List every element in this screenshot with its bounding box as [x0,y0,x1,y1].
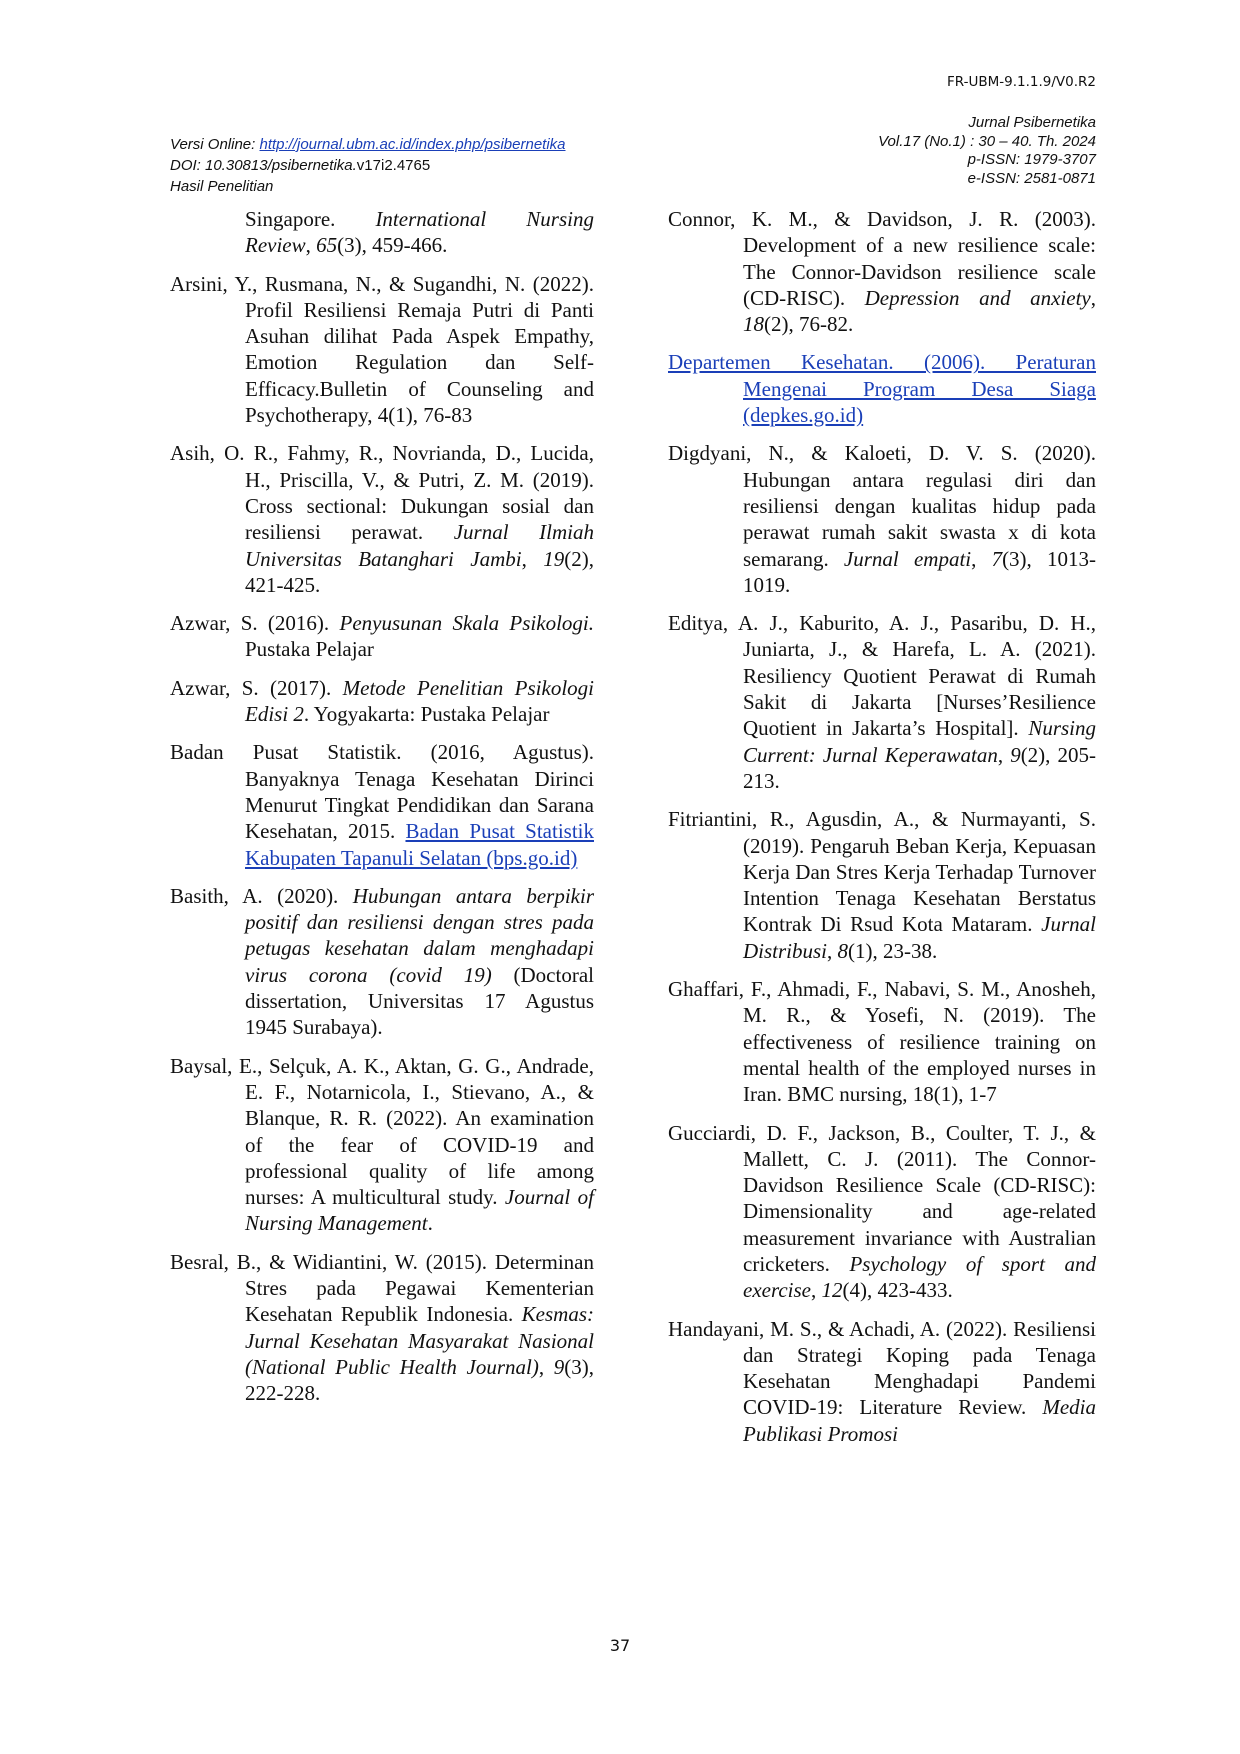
ref-text: , [305,233,317,258]
ref-text: Azwar, S. (2016). [170,611,340,636]
ref-text: (2), 205-213. [743,742,1096,793]
ref-journal: Psychology of sport and exercise [743,1251,1096,1303]
ref-text: Handayani, M. S., & Achadi, A. (2022). Resiliensi dan Strategi Koping pada Tenaga Kesehatan Menghadapi Pandemi COVID-19: Literature Review. [668,1316,1096,1420]
ref-text: Fitriantini, R., Agusdin, A., & Nurmayanti, S. (2019). Pengaruh Beban Kerja, Kepuasan Kerja Dan Stres Kerja Terhadap Turnover Intention Tenaga Kesehatan Berstatus Kontrak Di Rsud Kota Mataram. [668,807,1096,937]
ref-text: Azwar, S. (2017). [170,675,343,700]
ref-text: Singapore. [245,207,376,231]
header-left [170,134,566,197]
reference-link[interactable]: Departemen Kesehatan. (2006). Peraturan Mengenai Program Desa Siaga (depkes.go.id) [668,350,1096,428]
page-number: 37 [609,1636,631,1655]
reference-entry [668,440,1096,598]
ref-text: , [997,742,1011,767]
ref-journal: Nursing Current: Jurnal Keperawatan [743,716,1096,767]
reference-column-left [170,206,594,1418]
ref-text: (2), 76-82. [764,312,854,337]
ref-text: (1), 23-38. [848,938,938,963]
ref-text: (Doctoral dissertation, Universitas 17 Agustus 1945 Surabaya). [245,962,594,1040]
journal-url-link[interactable]: http://journal.ubm.ac.id/index.php/psibernetika [259,136,566,153]
reference-entry [668,610,1096,794]
ref-text: . [427,1211,433,1236]
ref-text: Editya, A. J., Kaburito, A. J., Pasaribu, D. H., Juniarta, J., & Harefa, L. A. (2021). Resiliency Quotient Perawat di Rumah Sakit di Jakarta [Nurses’Resilience Quotient in Jakarta’s Hospital]. [668,611,1096,741]
ref-text: (4), 423-433. [842,1278,953,1303]
ref-text: Basith, A. (2020). [170,883,353,908]
reference-entry [170,883,594,1041]
reference-link[interactable]: Badan Pusat Statistik Kabupaten Tapanuli Selatan (bps.go.id) [245,819,594,870]
ref-text: Pustaka Pelajar [245,637,374,662]
versi-online-line [170,134,566,155]
ref-journal: Jurnal Distribusi [743,912,1096,963]
journal-name: Jurnal Psibernetika [968,114,1096,131]
ref-journal: International Nursing Review [245,207,594,258]
ref-journal: Journal of Nursing Management [245,1185,594,1236]
ref-volume: 8 [837,938,849,963]
ref-volume: 65 [316,233,338,258]
ref-text: (3), 1013-1019. [743,546,1096,597]
ref-text: , [538,1354,554,1379]
reference-column-right [668,206,1096,1459]
ref-volume: 19 [543,546,565,571]
reference-entry [170,1053,594,1237]
ref-text: Connor, K. M., & Davidson, J. R. (2003). Development of a new resilience scale: The Connor-Davidson resilience scale (CD-RISC). [668,207,1096,310]
reference-entry [170,610,594,663]
reference-entry: Ghaffari, F., Ahmadi, F., Nabavi, S. M., Anosheh, M. R., & Yosefi, N. (2019). The effectiveness of resilience training on mental health of the employed nurses in Iran. BMC nursing, 18(1), 1-7 [668,977,1096,1107]
reference-continuation [245,206,594,259]
reference-entry [668,1120,1096,1304]
ref-text: , [521,546,544,571]
reference-entry [668,349,1096,428]
reference-entry [668,1316,1096,1447]
form-code: FR-UBM-9.1.1.9/V0.R2 [947,74,1096,90]
reference-entry [170,675,594,728]
ref-title: Penyusunan Skala Psikologi. [339,611,595,636]
ref-journal: Jurnal Ilmiah Universitas Batanghari Jambi [245,520,594,571]
ref-volume: 18 [743,312,764,337]
article-type: Hasil Penelitian [170,178,274,195]
ref-text: Gucciardi, D. F., Jackson, B., Coulter, T. J., & Mallett, C. J. (2011). The Connor-Davidson Resilience Scale (CD-RISC): Dimensionality and age-related measurement invariance with Australian cricketers. [668,1120,1096,1276]
reference-entry [170,1249,594,1407]
reference-entry [170,739,594,870]
doi-prefix: DOI: 10.30813/psibernetika. [170,157,357,174]
header-right [878,114,1096,188]
ref-text: , [827,938,838,963]
ref-journal: Media Publikasi Promosi [743,1395,1096,1446]
doi-line [170,155,566,176]
ref-text: Digdyani, N., & Kaloeti, D. V. S. (2020). Hubungan antara regulasi diri dan resiliensi dengan kualitas hidup pada perawat rumah sakit swasta x di kota semarang. [668,441,1096,571]
ref-title: Metode Penelitian Psikologi Edisi 2 [245,675,594,727]
reference-entry [668,806,1096,964]
ref-text: , [1090,285,1096,310]
journal-pissn: p-ISSN: 1979-3707 [967,151,1096,168]
journal-eissn: e-ISSN: 2581-0871 [967,169,1096,187]
reference-entry [668,206,1096,337]
reference-entry [170,440,594,598]
journal-volume: Vol.17 (No.1) : 30 – 40. Th. 2024 [878,132,1096,150]
ref-title: Hubungan antara berpikir positif dan resiliensi dengan stres pada petugas kesehatan dalam menghadapi virus corona (covid 19) [245,883,594,987]
ref-volume: 7 [991,546,1003,571]
ref-text: (3), 459-466. [337,233,448,258]
versi-online-label: Versi Online: [170,136,260,153]
ref-text: Baysal, E., Selçuk, A. K., Aktan, G. G., Andrade, E. F., Notarnicola, I., Stievano, A., & Blanque, R. R. (2022). An examination of the fear of COVID-19 and professional quality of life among nurses: A multicultural study. [170,1053,594,1210]
ref-text: , [811,1278,822,1303]
ref-journal: Kesmas: Jurnal Kesehatan Masyarakat Nasional (National Public Health Journal) [245,1302,594,1379]
ref-text: (3), 222-228. [245,1354,595,1406]
ref-volume: 9 [1010,742,1021,767]
ref-text: (2), 421-425. [245,546,594,597]
ref-text: Badan Pusat Statistik. (2016, Agustus). Banyaknya Tenaga Kesehatan Dirinci Menurut Tingkat Pendidikan dan Sarana Kesehatan, 2015. [170,740,594,844]
ref-volume: 12 [821,1278,843,1303]
doi-suffix: v17i2.4765 [356,157,431,174]
ref-journal: Jurnal empati [843,546,972,571]
ref-text: , [971,546,992,571]
ref-text: Asih, O. R., Fahmy, R., Novrianda, D., Lucida, H., Priscilla, V., & Putri, Z. M. (2019). Cross sectional: Dukungan sosial dan resiliensi perawat. [170,441,594,545]
ref-text: Besral, B., & Widiantini, W. (2015). Determinan Stres pada Pegawai Kementerian Kesehatan Republik Indonesia. [170,1249,594,1327]
ref-volume: 9 [553,1354,565,1379]
reference-entry: Arsini, Y., Rusmana, N., & Sugandhi, N. (2022). Profil Resiliensi Remaja Putri di Panti Asuhan dilihat Pada Aspek Empathy, Emotion Regulation dan Self-Efficacy.Bulletin of Counseling and Psychotherapy, 4(1), 76-83 [170,271,594,428]
ref-text: . Yogyakarta: Pustaka Pelajar [303,702,550,727]
ref-journal: Depression and anxiety [864,285,1091,310]
